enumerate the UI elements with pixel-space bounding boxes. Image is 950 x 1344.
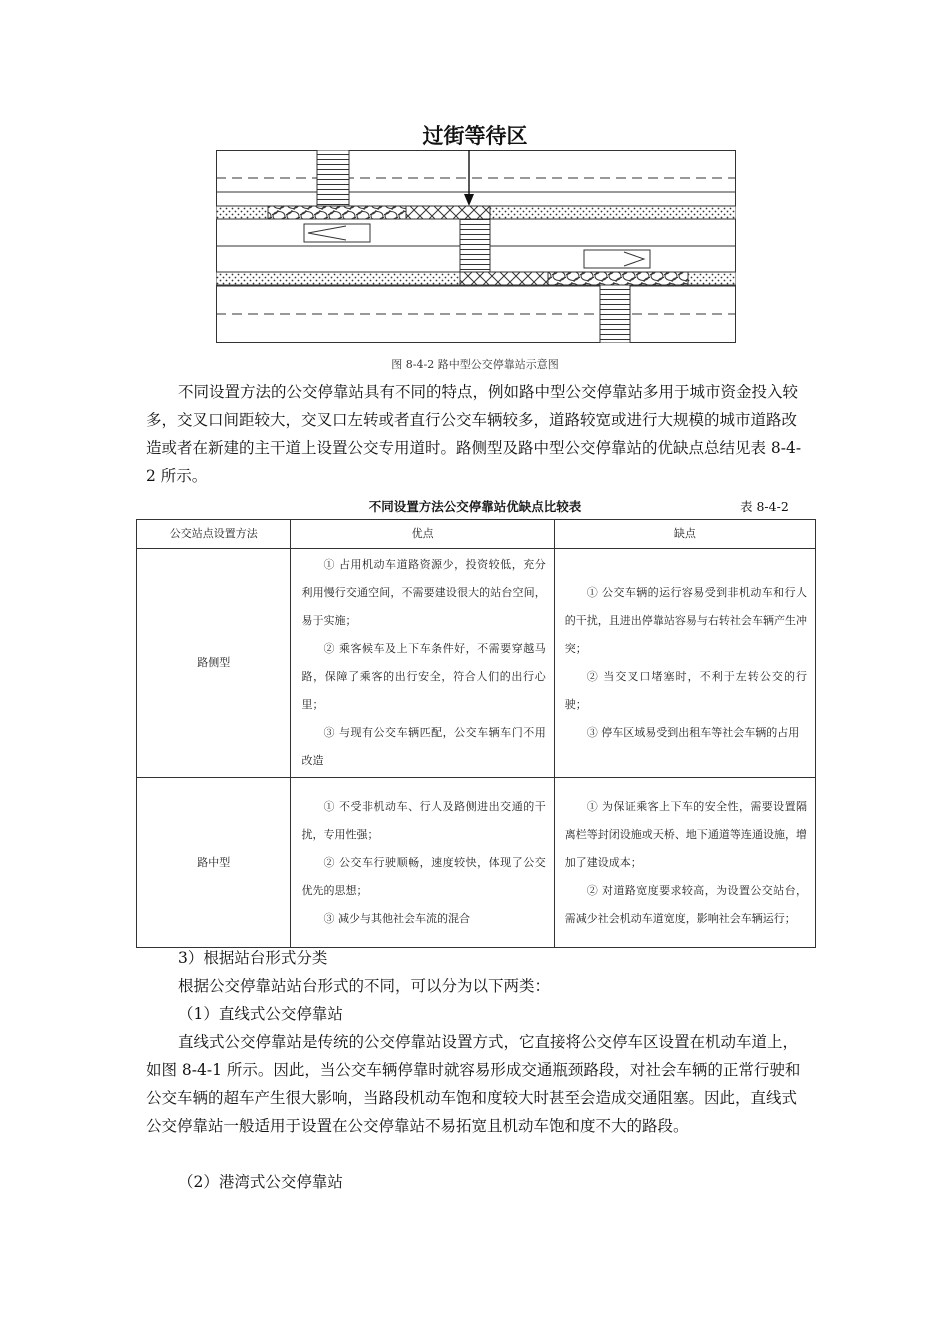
cons-cell	[555, 791, 815, 935]
pros-cell	[291, 791, 553, 935]
method-cell: 路中型	[137, 778, 291, 948]
pros-item: ② 乘客候车及上下车条件好，不需要穿越马路，保障了乘客的出行安全，符合人们的出行心里；	[301, 642, 546, 711]
table-row	[137, 549, 816, 778]
table-title: 不同设置方法公交停靠站优缺点比较表	[368, 499, 582, 514]
figure-caption: 图 8-4-2 路中型公交停靠站示意图	[391, 358, 559, 371]
intro-paragraph: 不同设置方法的公交停靠站具有不同的特点，例如路中型公交停靠站多用于城市资金投入较多，交叉口间距较大，交叉口左转或者直行公交车辆较多，道路较宽或进行大规模的城市道路改造或者在新建的主干道上设置公交专用道时。路侧型及路中型公交停靠站的优缺点总结见表 8-4-2 所示。	[146, 383, 802, 485]
crosswalk	[460, 219, 490, 272]
subsection-paragraph: 直线式公交停靠站是传统的公交停靠站设置方式，它直接将公交停车区设置在机动车道上，如图 8-4-1 所示。因此，当公交车辆停靠时就容易形成交通瓶颈路段，对社会车辆的正常行驶和公交车辆的超车产生很大影响，当路段机动车饱和度较大时甚至会造成交通阻塞。因此，直线式公交停靠站一般适用于设置在公交停靠站不易拓宽且机动车饱和度不大的路段。	[146, 1033, 801, 1135]
planting-strip	[548, 272, 688, 285]
header-cons: 缺点	[554, 520, 815, 549]
cons-item: ② 对道路宽度要求较高，为设置公交站台，需减少社会机动车道宽度，影响社会车辆运行；	[564, 883, 807, 925]
table-number: 表 8-4-2	[740, 499, 789, 514]
crosswalk	[317, 150, 349, 206]
bus-stop-diagram	[216, 150, 736, 343]
cons-item: ① 为保证乘客上下车的安全性，需要设置隔离栏等封闭设施或天桥、地下通道等连通设施，增加了建设成本；	[564, 799, 807, 869]
bus-westbound	[304, 224, 370, 242]
subsection-heading: （1）直线式公交停靠站	[178, 1005, 343, 1023]
pros-item: ① 不受非机动车、行人及路侧进出交通的干扰，专用性强；	[301, 799, 546, 841]
bus-platform	[460, 272, 548, 285]
table-header-row	[137, 520, 816, 549]
bus-platform	[406, 206, 490, 219]
pros-item: ③ 与现有公交车辆匹配，公交车辆车门不用改造	[301, 726, 546, 767]
figure-label: 过街等待区	[422, 124, 528, 148]
section-intro: 根据公交停靠站站台形式的不同，可以分为以下两类：	[178, 977, 551, 995]
pros-cell	[291, 549, 553, 777]
cons-cell	[555, 577, 815, 749]
header-method: 公交站点设置方法	[137, 520, 291, 549]
table-row	[137, 778, 816, 948]
method-cell: 路侧型	[137, 549, 291, 778]
bus-eastbound	[584, 250, 650, 268]
header-pros: 优点	[291, 520, 554, 549]
pros-item: ③ 减少与其他社会车流的混合	[323, 911, 470, 925]
cons-item: ③ 停车区域易受到出租车等社会车辆的占用	[586, 726, 800, 739]
comparison-table	[136, 519, 816, 948]
crosswalk	[600, 285, 630, 343]
pros-item: ② 公交车行驶顺畅，速度较快，体现了公交优先的思想；	[301, 855, 546, 897]
cons-item: ② 当交叉口堵塞时，不利于左转公交的行驶；	[564, 670, 807, 711]
cons-item: ① 公交车辆的运行容易受到非机动车和行人的干扰，且进出停靠站容易与右转社会车辆产生冲突；	[564, 586, 807, 655]
planting-strip	[268, 206, 406, 219]
pros-item: ① 占用机动车道路资源少，投资较低，充分利用慢行交通空间，不需要建设很大的站台空间，易于实施；	[301, 558, 546, 627]
subsection-heading: （2）港湾式公交停靠站	[178, 1173, 343, 1191]
section-heading: 3）根据站台形式分类	[178, 949, 328, 967]
